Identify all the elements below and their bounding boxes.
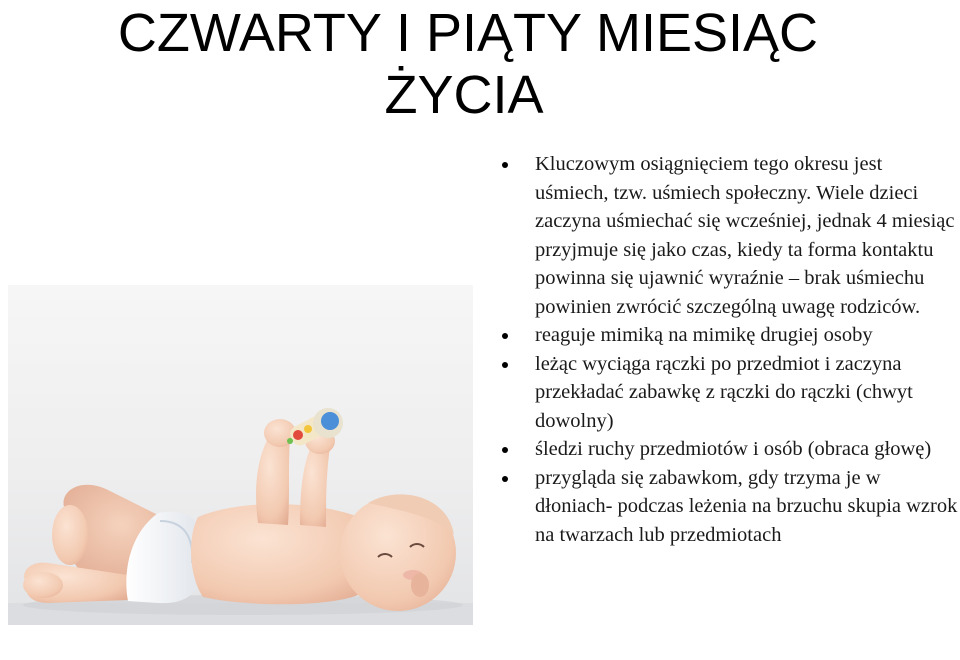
list-item [497,350,959,436]
list-item-text: przygląda się zabawkom, gdy trzyma je w dłoniach- podczas leżenia na brzuchu skupia wzrok na twarzach lub przedmiotach [535,466,958,546]
list-item [497,150,959,321]
bullet-icon [502,162,508,168]
list-item [497,435,959,464]
list-item-text: reaguje mimiką na mimikę drugiej osoby [535,324,873,346]
bullet-icon [502,333,508,339]
list-item [497,321,959,350]
baby-photo [8,285,473,625]
slide-title-line-1: CZWARTY I PIĄTY MIESIĄC [117,3,819,63]
list-item-text: śledzi ruchy przedmiotów i osób (obraca głowę) [535,438,932,460]
bullet-icon [502,362,508,368]
slide-title-line-2: ŻYCIA [384,65,544,125]
bullet-list [497,150,959,549]
bullet-icon [502,476,508,482]
bullet-icon [502,447,508,453]
list-item-text: Kluczowym osiągnięciem tego okresu jest uśmiech, tzw. uśmiech społeczny. Wiele dzieci zaczyna uśmiechać się wcześniej, jednak 4 miesiąc przyjmuje się jako czas, kiedy ta forma kontaktu powinna się ujawnić wyraźnie – brak uśmiechu powinien zwrócić szczególną uwagę rodziców. [535,153,955,318]
list-item [497,464,959,550]
slide-title [0,2,960,126]
list-item-text: leżąc wyciąga rączki po przedmiot i zaczyna przekładać zabawkę z rączki do rączki (chwyt dowolny) [535,352,913,432]
